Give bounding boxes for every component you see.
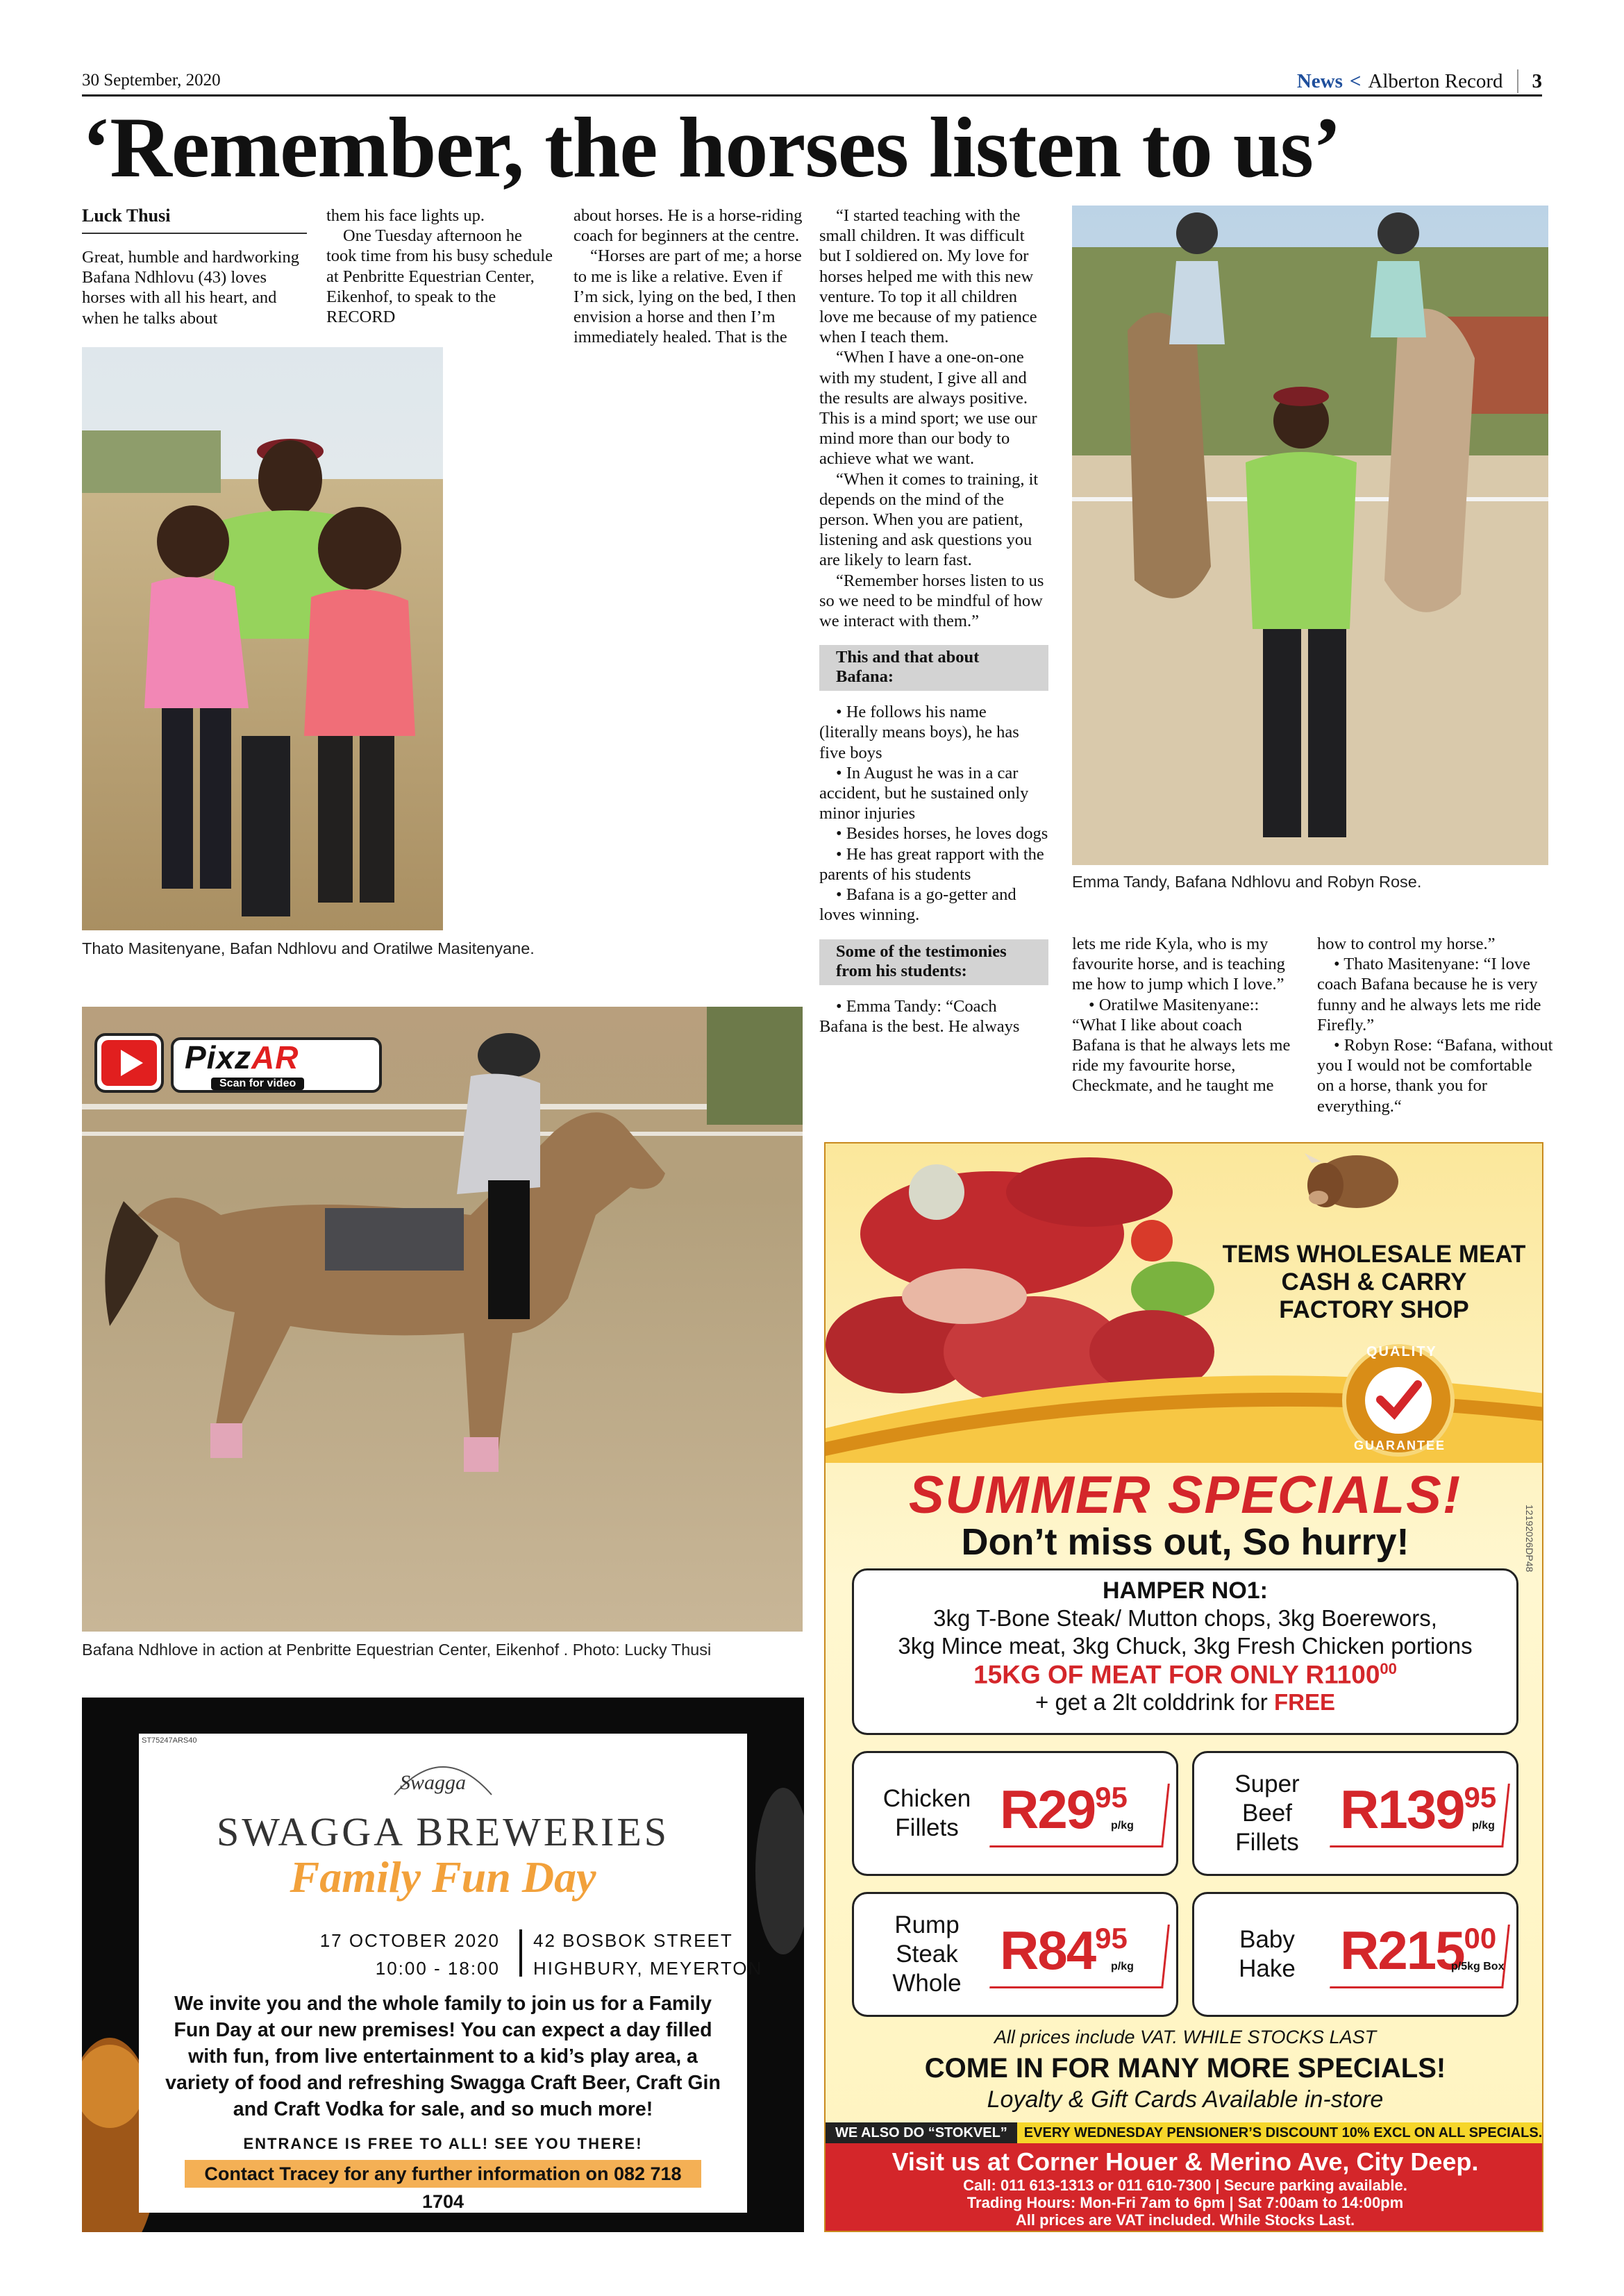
pixzar-brand-a: Pixz	[185, 1039, 252, 1075]
photo-caption: Emma Tandy, Bafana Ndhlovu and Robyn Rose.	[1072, 873, 1422, 891]
paragraph: One Tuesday afternoon he took time from his busy schedule at Penbritte Equestrian Center, Eikenhof, to speak to the RECORD	[326, 226, 553, 327]
issue-date: 30 September, 2020	[82, 71, 221, 90]
promo-strip	[826, 2122, 1543, 2143]
price-unit: p/kg	[1111, 1820, 1134, 1832]
fact-item: • In August he was in a car accident, but he sustained only minor injuries	[819, 763, 1029, 823]
section-name[interactable]: News	[1296, 69, 1343, 92]
pixzar-badge[interactable]	[94, 1033, 386, 1096]
article-column-1	[82, 247, 310, 328]
product-name: Super Beef Fillets	[1234, 1770, 1300, 1856]
testimonies-heading: Some of the testimonies from his students:	[819, 939, 1048, 985]
byline: Luck Thusi	[82, 206, 307, 234]
ad-reference: 12192026DP48	[1524, 1505, 1535, 1573]
loyalty-note: Loyalty & Gift Cards Available in-store	[987, 2086, 1384, 2113]
vat-note: All prices include VAT. WHILE STOCKS LAST	[994, 2027, 1377, 2047]
event-time: 10:00 - 18:00	[375, 1958, 500, 1979]
photo-coach-riding	[82, 1007, 803, 1632]
family-fun-day-title: Family Fun Day	[290, 1852, 596, 1902]
cow-logo-icon	[1305, 1153, 1398, 1208]
testimony-item: • Emma Tandy: “Coach Bafana is the best. He always	[819, 996, 1020, 1036]
hamper-price-main: 15KG OF MEAT FOR ONLY R1100	[973, 1660, 1380, 1689]
event-address	[533, 1927, 762, 1982]
photo-kids-on-horses	[1072, 206, 1548, 865]
meat-shop-name	[1214, 1241, 1534, 1324]
fact-item: • He follows his name (literally means boys), he has five boys	[819, 703, 1019, 762]
hamper-contents: 3kg Mince meat, 3kg Chuck, 3kg Fresh Chicken portions	[898, 1633, 1473, 1659]
paragraph: “I started teaching with the small children. It was difficult but I soldiered on. My love for horses helped me with this new venture. To top it all children love me because of my patience when I teach them.	[819, 206, 1037, 347]
paragraph: “When I have a one-on-one with my student, I give all and the results are always positive. This is a mind sport; we use our mind more than our body to achieve what we want.	[819, 348, 1037, 469]
testimony-item: • Oratilwe Masitenyane:: “What I like about coach Bafana is that he always lets me ride my favourite horse, Checkmate, and he taught me	[1072, 995, 1291, 1096]
hamper-title: HAMPER NO1:	[1102, 1577, 1269, 1604]
address-line: 42 BOSBOK STREET	[533, 1930, 733, 1951]
paragraph: “Horses are part of me; a horse to me is like a relative. Even if I’m sick, lying on the bed, I then envision a horse and then I’m immediately healed. That is the	[574, 246, 802, 347]
quality-guarantee-badge	[1336, 1341, 1461, 1463]
contact-bar: Contact Tracey for any further information on 082 718 1704	[185, 2160, 701, 2188]
price-box-super-beef-fillets	[1192, 1751, 1518, 1876]
paragraph: lets me ride Kyla, who is my favourite horse, and is teaching me how to jump which I love.”	[1072, 935, 1285, 994]
price-unit: p/kg	[1111, 1961, 1134, 1972]
event-date-time	[290, 1927, 514, 1982]
swagga-breweries-advert	[82, 1698, 804, 2232]
price-rand: R29	[1000, 1779, 1096, 1840]
testimony-item: • Thato Masitenyane: “I love coach Bafana because he is very funny and he always lets me ride Firefly.”	[1317, 955, 1541, 1034]
testimony-item: • Robyn Rose: “Bafana, without you I would not be comfortable on a horse, thank you for everything.“	[1317, 1036, 1553, 1116]
price-unit: p/5kg Box	[1451, 1961, 1505, 1972]
badge-text-bottom: GUARANTEE	[1354, 1439, 1446, 1452]
trading-hours: Trading Hours: Mon-Fri 7am to 6pm | Sat 7:00am to 14:00pm	[966, 2194, 1404, 2211]
swagga-logo	[380, 1746, 505, 1812]
price-box-baby-hake	[1192, 1892, 1518, 2017]
article-column-4	[819, 206, 1048, 1037]
title-line: FACTORY SHOP	[1279, 1296, 1469, 1323]
photo-caption: Bafana Ndhlove in action at Penbritte Equestrian Center, Eikenhof . Photo: Lucky Thusi	[82, 1641, 712, 1659]
hamper-price	[854, 1660, 1516, 1689]
scan-for-video-label: Scan for video	[211, 1078, 304, 1090]
price-box-chicken-fillets	[852, 1751, 1178, 1876]
pensioner-discount: EVERY WEDNESDAY PENSIONER’S DISCOUNT 10% EXCL ON ALL SPECIALS.	[1023, 2125, 1543, 2140]
address-line: HIGHBURY, MEYERTON	[533, 1958, 763, 1979]
header-rule	[82, 94, 1542, 97]
page-number: 3	[1532, 69, 1542, 92]
product-name: Baby Hake	[1239, 1926, 1296, 1982]
hamper-free-text: FREE	[1273, 1689, 1335, 1716]
hamper-price-cents: 00	[1380, 1660, 1397, 1677]
badge-text-top: QUALITY	[1366, 1344, 1437, 1359]
price-cents: 95	[1464, 1781, 1497, 1813]
pixzar-brand-b: AR	[251, 1039, 299, 1075]
paragraph: Great, humble and hardworking Bafana Ndhlovu (43) loves horses with all his heart, and when he talks about	[82, 248, 299, 328]
price-box-rump-steak	[852, 1892, 1178, 2017]
fact-item: • He has great rapport with the parents of his students	[819, 844, 1044, 884]
paper-name: Alberton Record	[1368, 69, 1503, 92]
summer-specials-heading: SUMMER SPECIALS!	[908, 1466, 1462, 1525]
photo-caption: Thato Masitenyane, Bafan Ndhlovu and Oratilwe Masitenyane.	[82, 939, 535, 957]
fact-item: • Besides horses, he loves dogs	[836, 824, 1048, 844]
price-rand: R215	[1340, 1920, 1464, 1981]
entrance-free-note: ENTRANCE IS FREE TO ALL! SEE YOU THERE!	[243, 2135, 643, 2152]
event-description: We invite you and the whole family to join us for a Family Fun Day at our new premises! You can expect a day filled with fun, from live entertainment to a kid’s play area, a variety of food and refreshing Swagga Craft Beer, Craft Gin and Craft Vodka for sale, and so much more!	[165, 1993, 721, 2120]
article-column-5	[1072, 934, 1294, 1096]
price-cents: 95	[1095, 1781, 1128, 1813]
product-name: Rump Steak Whole	[892, 1911, 962, 1997]
tems-meat-advert	[824, 1142, 1543, 2232]
photo-coach-with-girls	[82, 347, 803, 930]
hamper-contents: 3kg T-Bone Steak/ Mutton chops, 3kg Boerewors,	[933, 1605, 1437, 1631]
paragraph: them his face lights up.	[326, 206, 485, 225]
headline: ‘Remember, the horses listen to us’	[82, 100, 1341, 195]
header-divider	[1517, 69, 1518, 93]
contact-numbers: Call: 011 613-1313 or 011 610-7300 | Secure parking available.	[963, 2177, 1407, 2194]
article-column-2	[326, 206, 555, 327]
paragraph: “When it comes to training, it depends on the mind of the person. When you are patient, listening and ask questions you are likely to learn fast.	[819, 469, 1039, 570]
meat-ad-footer	[826, 2143, 1543, 2232]
date-address-divider	[519, 1929, 522, 1977]
factbox-heading: This and that about Bafana:	[819, 645, 1048, 691]
product-price	[1000, 1778, 1128, 1841]
title-line: TEMS WHOLESALE MEAT	[1222, 1241, 1526, 1268]
hamper-extra-text: + get a 2lt colddrink for	[1035, 1689, 1268, 1716]
vat-included-note: All prices are VAT included. While Stocks Last.	[1015, 2211, 1355, 2229]
price-cents: 95	[1095, 1922, 1128, 1954]
swagga-title: SWAGGA BREWERIES	[216, 1809, 670, 1854]
paragraph: about horses. He is a horse-riding coach for beginners at the centre.	[574, 206, 803, 246]
price-unit: p/kg	[1472, 1820, 1495, 1832]
swagga-logo-text: Swagga	[400, 1771, 467, 1794]
stokvel-label: WE ALSO DO “STOKVEL”	[826, 2122, 1017, 2143]
page-header-right	[1297, 69, 1542, 93]
article-column-6	[1317, 934, 1553, 1116]
section-arrow: <	[1349, 69, 1362, 92]
title-line: CASH & CARRY	[1281, 1268, 1467, 1296]
price-rand: R84	[1000, 1920, 1096, 1981]
hamper-extra	[854, 1689, 1516, 1716]
product-name: Chicken Fillets	[882, 1785, 971, 1841]
product-price	[1000, 1919, 1128, 1982]
fact-item: • Bafana is a go-getter and loves winning.	[819, 885, 1016, 925]
paragraph: how to control my horse.”	[1317, 935, 1496, 953]
price-rand: R139	[1340, 1779, 1464, 1840]
come-in-heading: COME IN FOR MANY MORE SPECIALS!	[924, 2053, 1446, 2084]
dont-miss-out-tagline: Don’t miss out, So hurry!	[961, 1521, 1409, 1563]
paragraph: “Remember horses listen to us so we need to be mindful of how we interact with them.”	[819, 571, 1044, 631]
price-cents: 00	[1464, 1922, 1497, 1954]
hamper-offer-box	[852, 1568, 1518, 1735]
store-address: Visit us at Corner Houer & Merino Ave, City Deep.	[891, 2147, 1479, 2176]
event-date: 17 OCTOBER 2020	[319, 1930, 500, 1951]
ad-reference: ST75247ARS40	[142, 1736, 197, 1745]
